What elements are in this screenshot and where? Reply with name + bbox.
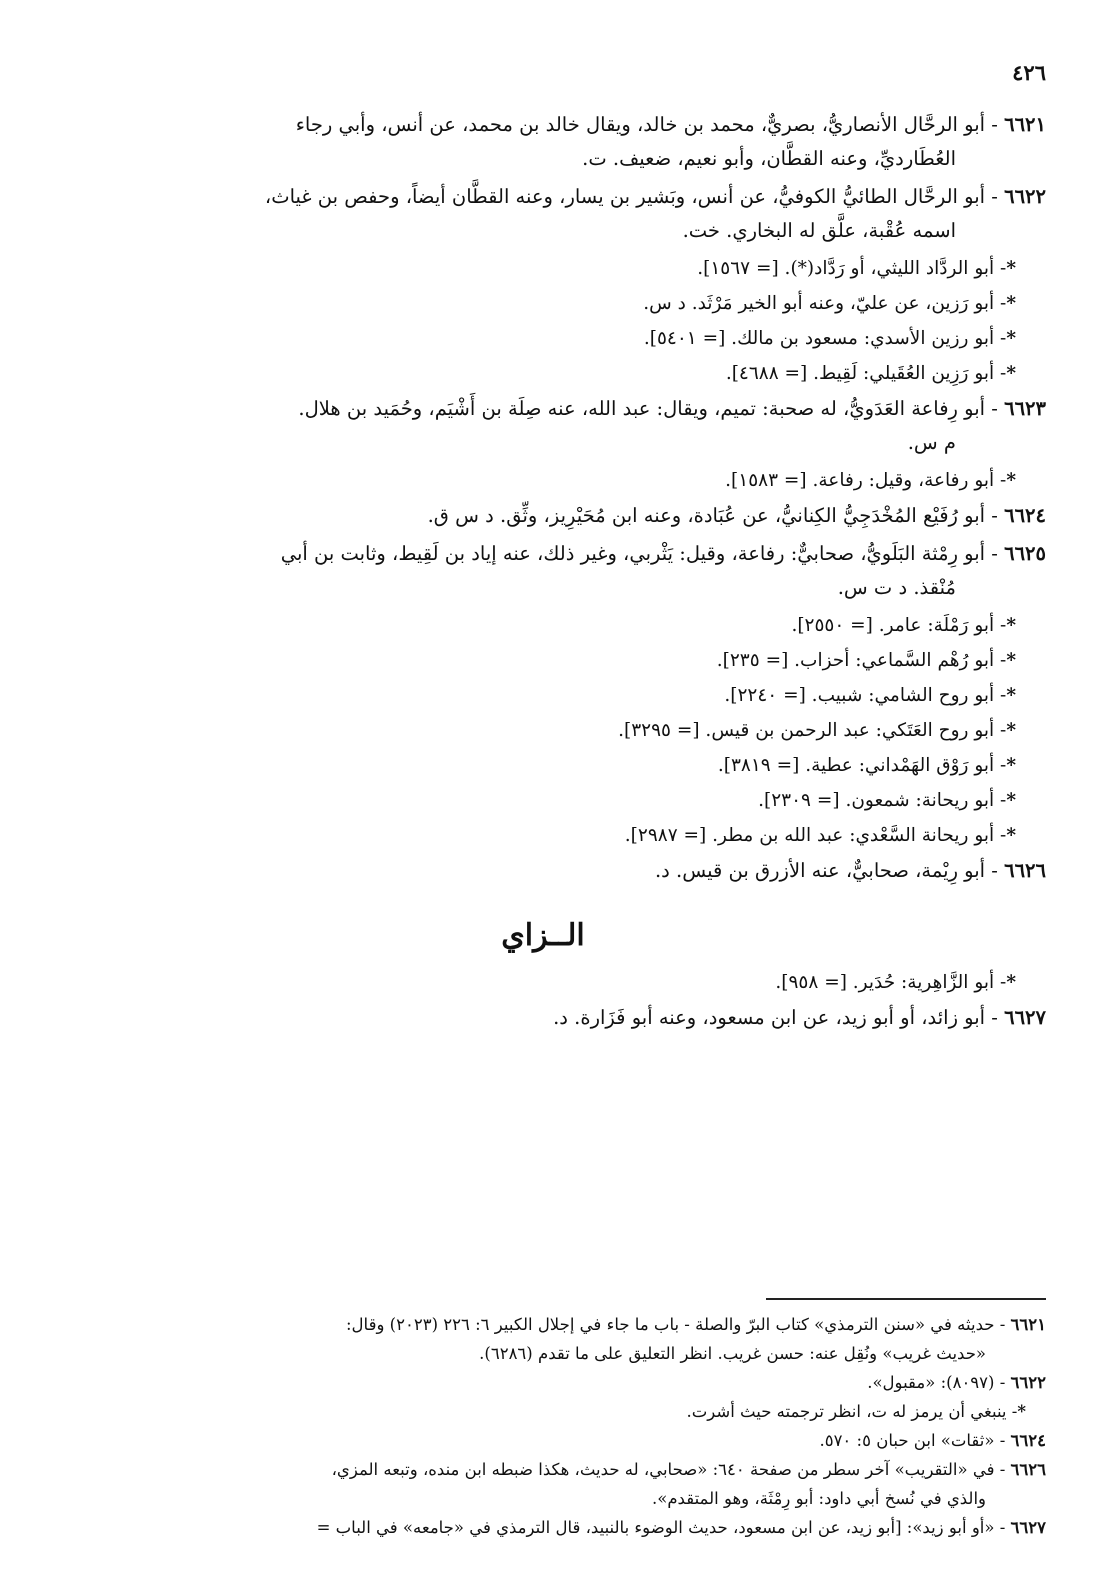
entry-number: ٦٦٢١ bbox=[1004, 113, 1046, 136]
entry-٦٦٢١ bbox=[40, 108, 1046, 176]
entry-text: - أبو رِمْثة البَلَويُّ، صحابيٌّ: رفاعة، وقيل: يَثْربي، وغير ذلك، عنه إياد بن لَقِيط، وثابت بن أبي bbox=[280, 542, 998, 565]
cross-reference-text: - أبو رَزِين العُقَيلي: لَقِيط. [= ٤٦٨٨]. bbox=[725, 363, 1007, 384]
star-marker: * bbox=[1006, 685, 1016, 706]
entries-list bbox=[40, 108, 1046, 888]
footnote bbox=[40, 1455, 1046, 1513]
cross-reference bbox=[40, 784, 1046, 817]
entry-text: - أبو الرحَّال الطائيُّ الكوفيُّ، عن أنس، وبَشير بن يسار، وعنه القطَّان أيضاً، وحفص بن غياث، bbox=[264, 185, 998, 208]
footnote-separator bbox=[766, 1298, 1046, 1300]
footnote-text: - (٨٠٩٧): «مقبول». bbox=[867, 1373, 1006, 1392]
cross-reference bbox=[40, 966, 1046, 999]
star-marker: * bbox=[1006, 825, 1016, 846]
page-number: ٤٢٦ bbox=[1012, 60, 1046, 85]
star-marker: * bbox=[1006, 790, 1016, 811]
footnote bbox=[40, 1310, 1046, 1368]
star-marker: * bbox=[1006, 615, 1016, 636]
cross-reference-text: - أبو رَزين، عن عليّ، وعنه أبو الخير مَرْثَد. د س. bbox=[643, 293, 1007, 314]
entry-continuation: اسمه عُقْبة، علَّق له البخاري. خت. bbox=[682, 219, 956, 242]
star-marker: * bbox=[1006, 293, 1016, 314]
star-marker: * bbox=[1006, 258, 1016, 279]
star-marker: * bbox=[1006, 363, 1016, 384]
footnote-text: - في «التقريب» آخر سطر من صفحة ٦٤٠: «صحابي، له حديث، هكذا ضبطه ابن منده، وتبعه المزي، bbox=[331, 1460, 1006, 1479]
cross-reference-text: - أبو رفاعة، وقيل: رفاعة. [= ١٥٨٣]. bbox=[725, 470, 1007, 491]
entry-٦٦٢٢ bbox=[40, 180, 1046, 248]
cross-reference-text: - أبو رَمْلَة: عامر. [= ٢٥٥٠]. bbox=[791, 615, 1007, 636]
footnote-number: ٦٦٢٧ bbox=[1010, 1518, 1046, 1537]
cross-reference bbox=[40, 749, 1046, 782]
cross-reference bbox=[40, 322, 1046, 355]
footnote-text: - حديثه في «سنن الترمذي» كتاب البرّ والصلة - باب ما جاء في إجلال الكبير ٦: ٢٢٦ (٢٠٢٣) وقال: bbox=[346, 1315, 1006, 1334]
footnote-text: - ينبغي أن يرمز له ت، انظر ترجمته حيث أشرت. bbox=[686, 1402, 1018, 1421]
footnote bbox=[40, 1397, 1046, 1426]
entry-continuation: م س. bbox=[907, 431, 956, 454]
footnote bbox=[40, 1426, 1046, 1455]
cross-reference bbox=[40, 819, 1046, 852]
footnote-number: ٦٦٢١ bbox=[1010, 1315, 1046, 1334]
entry-number: ٦٦٢٤ bbox=[1004, 504, 1046, 527]
entry-text: - أبو زائد، أو أبو زيد، عن ابن مسعود، وعنه أبو فَزَارة. د. bbox=[553, 1006, 998, 1029]
footnote-number: ٦٦٢٢ bbox=[1010, 1373, 1046, 1392]
cross-reference-text: - أبو روح العَتَكي: عبد الرحمن بن قيس. [= ٣٢٩٥]. bbox=[618, 720, 1007, 741]
star-marker: * bbox=[1006, 470, 1016, 491]
entry-text: - أبو رِيْمة، صحابيٌّ، عنه الأزرق بن قيس. د. bbox=[654, 859, 998, 882]
footnote-continuation: والذي في نُسخ أبي داود: أبو رِمْثَة، وهو المتقدم». bbox=[652, 1489, 986, 1508]
star-marker: * bbox=[1006, 720, 1016, 741]
entry-number: ٦٦٢٧ bbox=[1004, 1006, 1046, 1029]
entry-٦٦٢٤ bbox=[40, 499, 1046, 533]
entry-٦٦٢٥ bbox=[40, 537, 1046, 605]
cross-reference-text: - أبو الزَّاهِرية: حُدَير. [= ٩٥٨]. bbox=[775, 972, 1007, 993]
cross-reference bbox=[40, 609, 1046, 642]
cross-reference bbox=[40, 287, 1046, 320]
footnote bbox=[40, 1513, 1046, 1542]
cross-reference bbox=[40, 644, 1046, 677]
star-marker: * bbox=[1006, 328, 1016, 349]
entry-text: - أبو رُفَيْع المُخْدَجِيُّ الكِنانيُّ، عن عُبَادة، وعنه ابن مُحَيْرِيز، وثِّق. د س ق. bbox=[427, 504, 998, 527]
entry-number: ٦٦٢٢ bbox=[1004, 185, 1046, 208]
cross-reference bbox=[40, 464, 1046, 497]
cross-reference bbox=[40, 714, 1046, 747]
entry-number: ٦٦٢٦ bbox=[1004, 859, 1046, 882]
cross-reference-text: - أبو ريحانة: شمعون. [= ٢٣٠٩]. bbox=[758, 790, 1007, 811]
footnote-number: ٦٦٢٤ bbox=[1010, 1431, 1046, 1450]
footnote-text: - «أو أبو زيد»: [أبو زيد، عن ابن مسعود، حديث الوضوء بالنبيد، قال الترمذي في «جامعه» في الباب = bbox=[316, 1518, 1006, 1537]
footnote bbox=[40, 1368, 1046, 1397]
footnote-text: - «ثقات» ابن حبان ٥: ٥٧٠. bbox=[819, 1431, 1006, 1450]
star-marker: * bbox=[1006, 972, 1016, 993]
entry-٦٦٢٦ bbox=[40, 854, 1046, 888]
cross-reference bbox=[40, 357, 1046, 390]
cross-reference-text: - أبو الردَّاد الليثي، أو رَدَّاد(*). [= ١٥٦٧]. bbox=[697, 258, 1007, 279]
cross-reference bbox=[40, 252, 1046, 285]
footnotes bbox=[40, 1310, 1046, 1542]
entry-number: ٦٦٢٥ bbox=[1004, 542, 1046, 565]
entry-text: - أبو الرحَّال الأنصاريُّ، بصريٌّ، محمد بن خالد، ويقال خالد بن محمد، عن أنس، وأبي رجاء bbox=[295, 113, 998, 136]
entry-continuation: العُطَارديِّ، وعنه القطَّان، وأبو نعيم، ضعيف. ت. bbox=[582, 147, 956, 170]
star-marker: * bbox=[1006, 755, 1016, 776]
star-marker: * bbox=[1006, 650, 1016, 671]
cross-reference bbox=[40, 679, 1046, 712]
footnote-number: ٦٦٢٦ bbox=[1010, 1460, 1046, 1479]
entry-text: - أبو رِفاعة العَدَويُّ، له صحبة: تميم، ويقال: عبد الله، عنه صِلَة بن أَشْيَم، وحُمَيد بن هلال. bbox=[298, 397, 998, 420]
section-entries-list bbox=[40, 966, 1046, 1035]
cross-reference-text: - أبو رُهْم السَّماعي: أحزاب. [= ٢٣٥]. bbox=[716, 650, 1007, 671]
main-text bbox=[40, 108, 1046, 1039]
footnote-continuation: «حديث غريب» ونُقِل عنه: حسن غريب. انظر التعليق على ما تقدم (٦٢٨٦). bbox=[479, 1344, 986, 1363]
cross-reference-text: - أبو روح الشامي: شبيب. [= ٢٢٤٠]. bbox=[724, 685, 1007, 706]
cross-reference-text: - أبو رَوْق الهَمْداني: عطية. [= ٣٨١٩]. bbox=[717, 755, 1007, 776]
entry-٦٦٢٣ bbox=[40, 392, 1046, 460]
cross-reference-text: - أبو رزين الأسدي: مسعود بن مالك. [= ٥٤٠١]. bbox=[643, 328, 1007, 349]
star-marker: * bbox=[1017, 1402, 1026, 1421]
entry-٦٦٢٧ bbox=[40, 1001, 1046, 1035]
entry-continuation: مُنْقذ. د ت س. bbox=[837, 576, 956, 599]
cross-reference-text: - أبو ريحانة السَّعْدي: عبد الله بن مطر. [= ٢٩٨٧]. bbox=[624, 825, 1007, 846]
entry-number: ٦٦٢٣ bbox=[1004, 397, 1046, 420]
section-title: الــزاي bbox=[501, 918, 585, 953]
